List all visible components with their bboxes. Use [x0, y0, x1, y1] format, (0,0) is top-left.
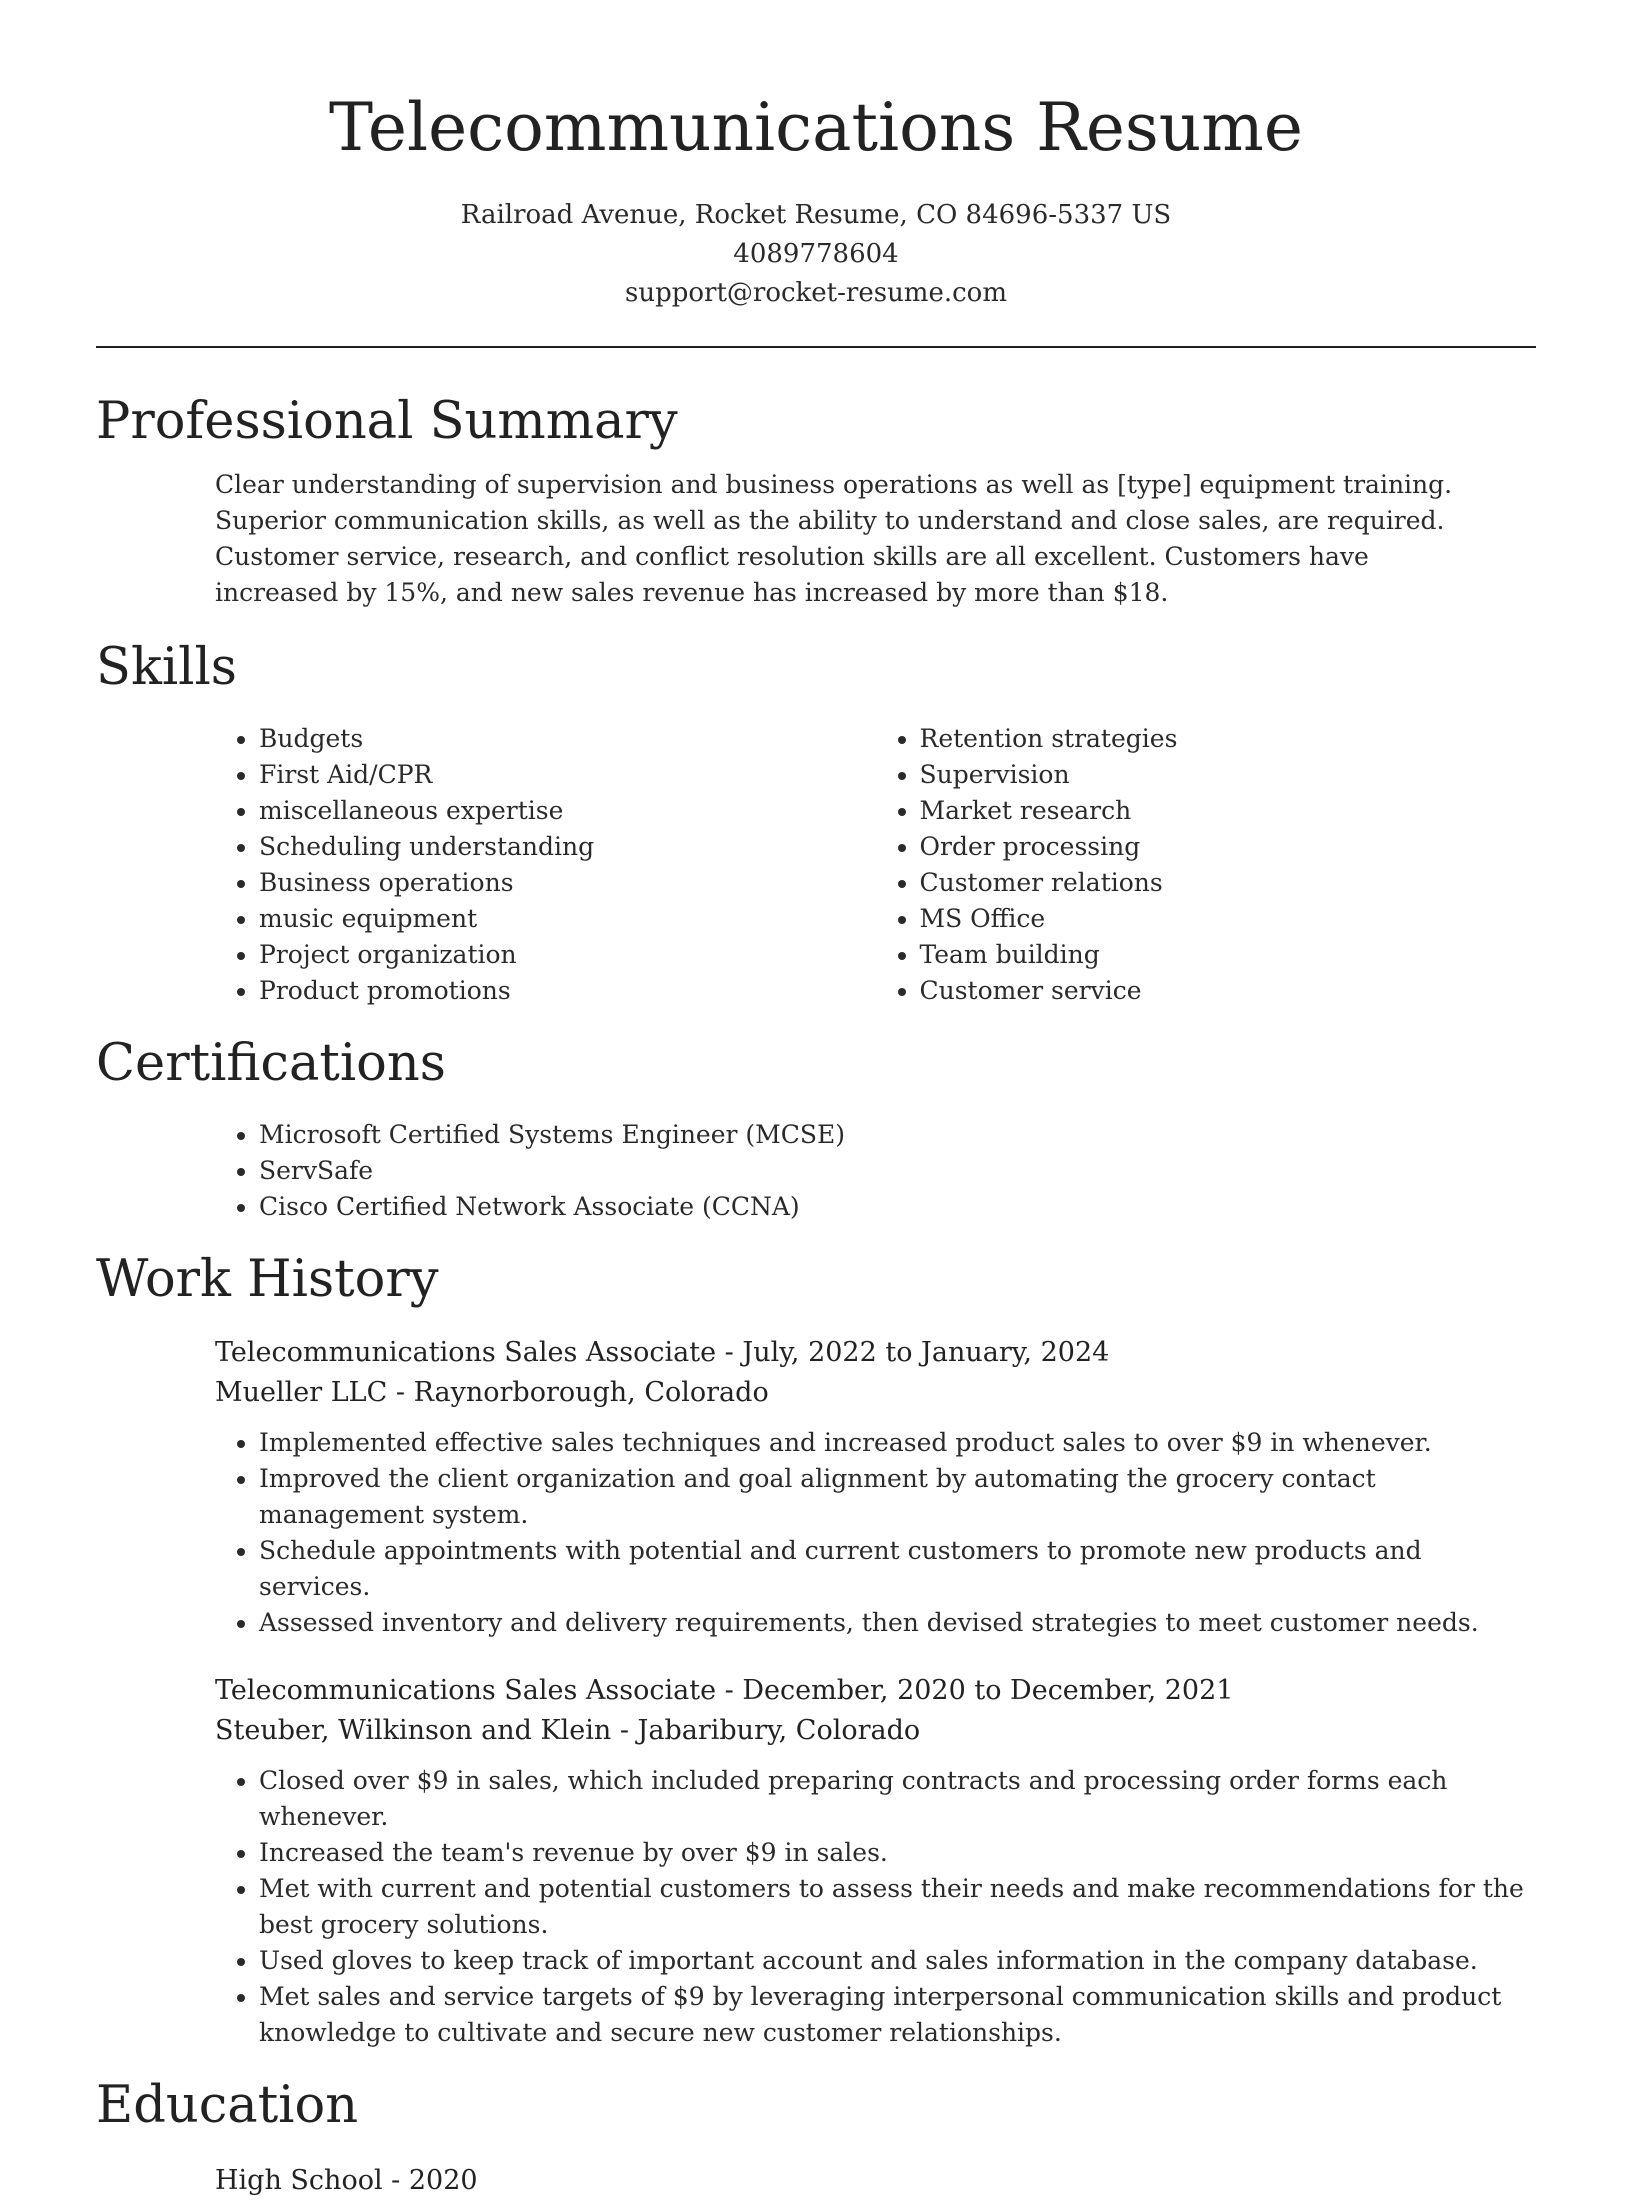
job-bullet: • Used gloves to keep track of important account and sales information in the company database. [259, 1943, 1536, 1979]
job-bullet: • Improved the client organization and goal alignment by automating the grocery contact management system. [259, 1461, 1536, 1533]
certification-item: • Microsoft Certified Systems Engineer (MCSE) [259, 1117, 1536, 1153]
job-entry [96, 1671, 1536, 2051]
skill-item: • Product promotions [259, 973, 876, 1009]
work-history-heading: Work History [96, 1250, 439, 1309]
job-location: - Jabaribury, Colorado [611, 1715, 921, 1746]
job-bullet: • Implemented effective sales techniques and increased product sales to over $9 in whenever. [259, 1425, 1536, 1461]
job-title: Telecommunications Sales Associate [215, 1675, 717, 1706]
education-heading: Education [96, 2076, 359, 2135]
skill-item: • Retention strategies [920, 721, 1537, 757]
job-dates: - July, 2022 to January, 2024 [716, 1337, 1110, 1368]
job-entry [96, 1333, 1536, 1641]
skills-list-right [876, 721, 1537, 1009]
certifications-list [96, 1117, 1536, 1225]
job-bullet: • Increased the team's revenue by over $9 in sales. [259, 1835, 1536, 1871]
job-company-line [215, 1373, 1536, 1413]
skill-item: • miscellaneous expertise [259, 793, 876, 829]
job-bullet: • Schedule appointments with potential and current customers to promote new products and services. [259, 1533, 1536, 1605]
skill-item: • First Aid/CPR [259, 757, 876, 793]
phone: 4089778604 [733, 239, 899, 269]
skill-item: • Business operations [259, 865, 876, 901]
job-bullet: • Met sales and service targets of $9 by leveraging interpersonal communication skills and product knowledge to cultivate and secure new customer relationships. [259, 1979, 1536, 2051]
job-company: Mueller LLC [215, 1377, 388, 1408]
job-location: - Raynorborough, Colorado [387, 1377, 769, 1408]
job-title-line [215, 1333, 1536, 1373]
contact-info [96, 196, 1536, 313]
job-company-line [215, 1711, 1536, 1751]
certification-item: • Cisco Certified Network Associate (CCNA) [259, 1189, 1536, 1225]
skill-item: • Budgets [259, 721, 876, 757]
job-bullet: • Assessed inventory and delivery requirements, then devised strategies to meet customer needs. [259, 1605, 1536, 1641]
job-bullet: • Met with current and potential customers to assess their needs and make recommendations for the best grocery solutions. [259, 1871, 1536, 1943]
skill-item: • Supervision [920, 757, 1537, 793]
skill-item: • Project organization [259, 937, 876, 973]
skill-item: • Team building [920, 937, 1537, 973]
header-divider [96, 346, 1536, 348]
certifications-section [96, 1031, 1536, 1225]
summary-text: Clear understanding of supervision and business operations as well as [type] equipment training. Superior communication skills, as well as the ability to understand and close sales, are required. Customer service, research, and conflict resolution skills are all excellent. Customers have increased by 15%, and new sales revenue has increased by more than $18. [215, 470, 1453, 607]
skills-columns [96, 721, 1536, 1009]
resume-header [96, 0, 1536, 313]
job-bullet: • Closed over $9 in sales, which included preparing contracts and processing order forms each whenever. [259, 1763, 1536, 1835]
job-title: Telecommunications Sales Associate [215, 1337, 717, 1368]
job-bullets [215, 1425, 1536, 1641]
certifications-heading: Certifications [96, 1034, 446, 1093]
job-dates: - December, 2020 to December, 2021 [716, 1675, 1234, 1706]
certification-item: • ServSafe [259, 1153, 1536, 1189]
skills-section [96, 635, 1536, 1009]
work-history-section [96, 1247, 1536, 2051]
education-item: High School - 2020 [215, 2165, 478, 2196]
email: support@rocket-resume.com [624, 278, 1007, 308]
skill-item: • Customer service [920, 973, 1537, 1009]
skills-list-left [215, 721, 876, 1009]
education-section [96, 2073, 1536, 2201]
summary-section [96, 389, 1536, 611]
job-title-line [215, 1671, 1536, 1711]
job-company: Steuber, Wilkinson and Klein [215, 1715, 612, 1746]
skill-item: • music equipment [259, 901, 876, 937]
address: Railroad Avenue, Rocket Resume, CO 84696-5337 US [460, 200, 1172, 230]
summary-heading: Professional Summary [96, 392, 678, 451]
skills-heading: Skills [96, 638, 237, 697]
skill-item: • Order processing [920, 829, 1537, 865]
skill-item: • Customer relations [920, 865, 1537, 901]
job-bullets [215, 1763, 1536, 2051]
skill-item: • Market research [920, 793, 1537, 829]
skill-item: • Scheduling understanding [259, 829, 876, 865]
resume-title: Telecommunications Resume [329, 89, 1303, 166]
skill-item: • MS Office [920, 901, 1537, 937]
